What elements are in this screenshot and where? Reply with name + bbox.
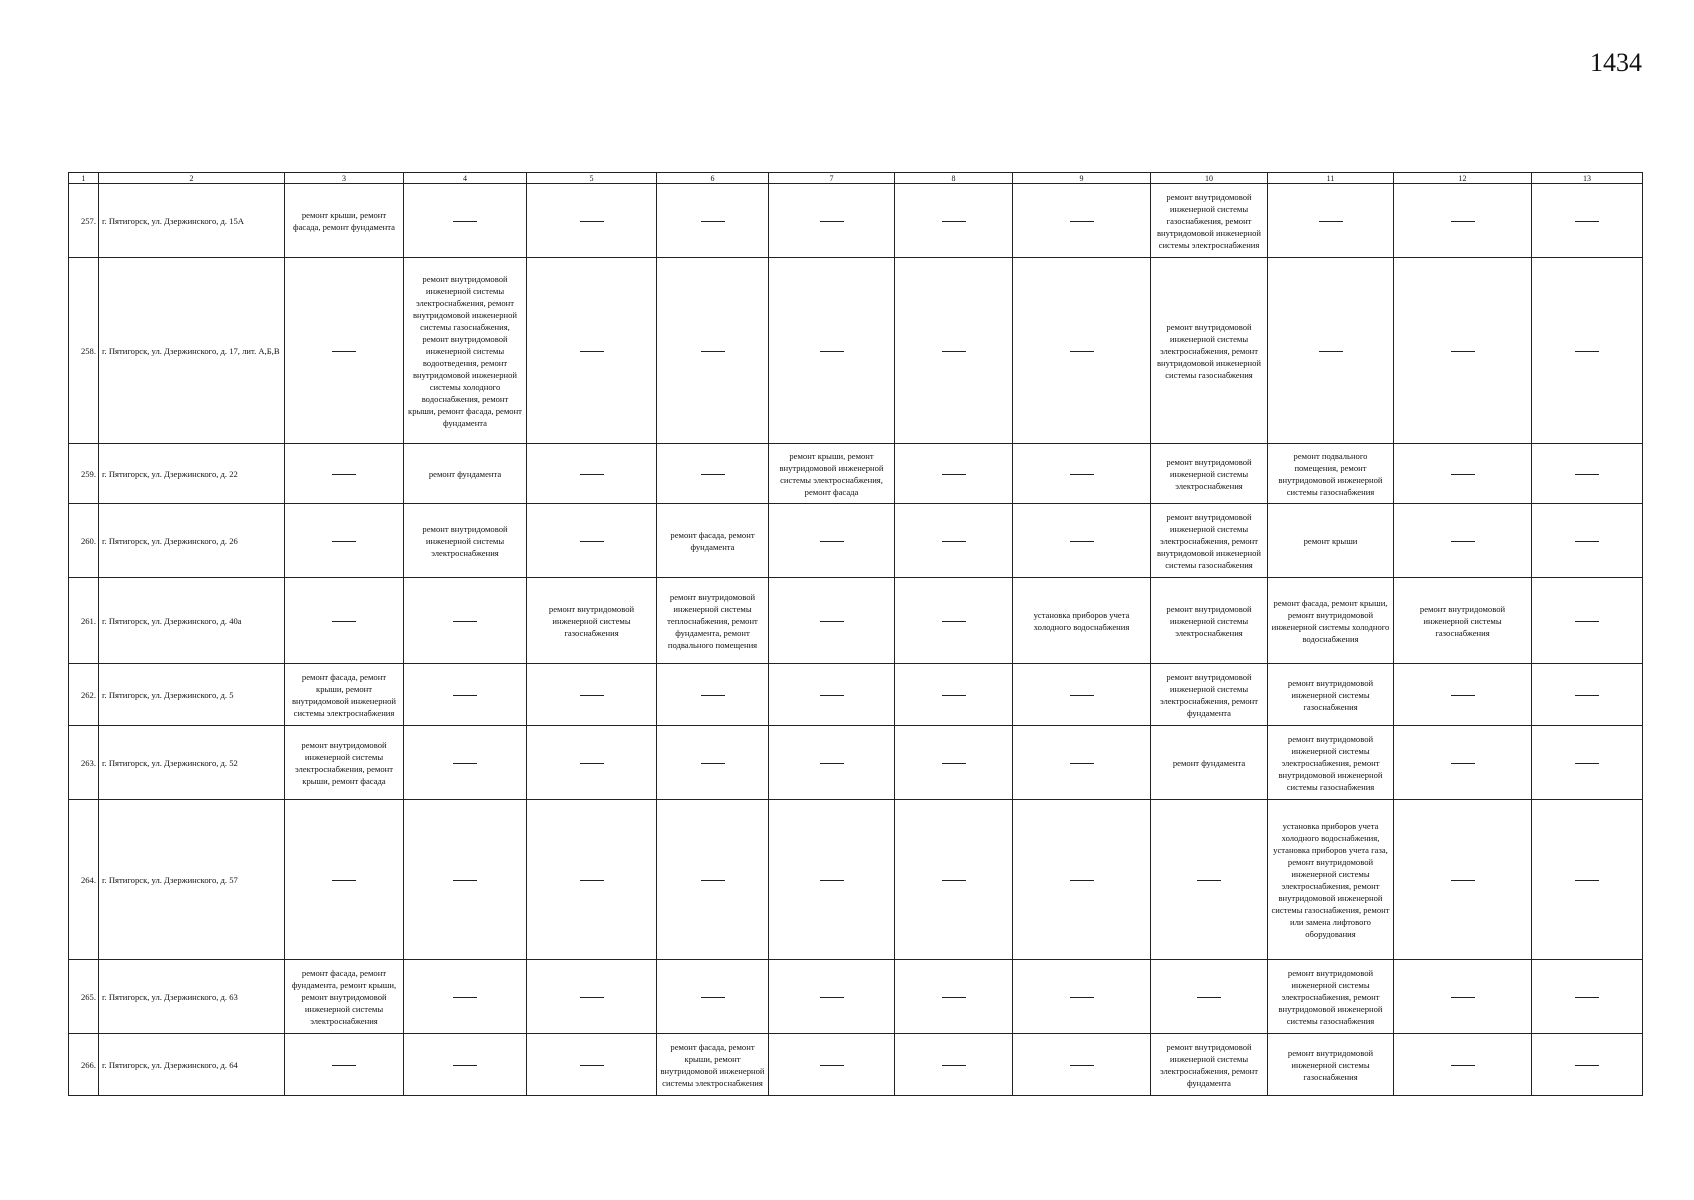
work-cell: установка приборов учета холодного водоснабжения — [1013, 578, 1151, 664]
dash-mark — [942, 474, 966, 475]
dash-mark — [1197, 880, 1221, 881]
dash-mark — [942, 695, 966, 696]
empty-dash-cell — [1394, 258, 1532, 444]
dash-mark — [453, 695, 477, 696]
dash-mark — [1575, 541, 1599, 542]
empty-dash-cell — [1532, 578, 1643, 664]
empty-dash-cell — [1532, 258, 1643, 444]
dash-mark — [1575, 1065, 1599, 1066]
empty-dash-cell — [895, 1034, 1013, 1096]
dash-mark — [1575, 474, 1599, 475]
dash-mark — [820, 880, 844, 881]
dash-mark — [1451, 474, 1475, 475]
work-cell: ремонт фундамента — [1151, 726, 1268, 800]
dash-mark — [942, 997, 966, 998]
dash-mark — [820, 351, 844, 352]
table-row — [69, 726, 1643, 800]
dash-mark — [701, 763, 725, 764]
dash-mark — [580, 221, 604, 222]
dash-mark — [453, 621, 477, 622]
column-number: 10 — [1151, 173, 1268, 184]
empty-dash-cell — [769, 1034, 895, 1096]
empty-dash-cell — [1394, 444, 1532, 504]
dash-mark — [1451, 541, 1475, 542]
dash-mark — [1197, 997, 1221, 998]
work-cell: ремонт внутридомовой инженерной системы газоснабжения — [1394, 578, 1532, 664]
empty-dash-cell — [404, 726, 527, 800]
dash-mark — [1451, 695, 1475, 696]
work-cell: ремонт фасада, ремонт фундамента, ремонт крыши, ремонт внутридомовой инженерной системы электроснабжения — [285, 960, 404, 1034]
work-cell: ремонт внутридомовой инженерной системы газоснабжения, ремонт внутридомовой инженерной системы электроснабжения — [1151, 184, 1268, 258]
empty-dash-cell — [895, 726, 1013, 800]
row-number: 257. — [69, 184, 99, 258]
dash-mark — [820, 997, 844, 998]
empty-dash-cell — [1532, 184, 1643, 258]
empty-dash-cell — [895, 504, 1013, 578]
work-cell: ремонт внутридомовой инженерной системы электроснабжения — [1151, 578, 1268, 664]
row-number: 259. — [69, 444, 99, 504]
empty-dash-cell — [1532, 960, 1643, 1034]
table-row — [69, 960, 1643, 1034]
dash-mark — [701, 221, 725, 222]
empty-dash-cell — [1394, 1034, 1532, 1096]
dash-mark — [1451, 351, 1475, 352]
empty-dash-cell — [527, 258, 657, 444]
empty-dash-cell — [895, 960, 1013, 1034]
dash-mark — [701, 880, 725, 881]
column-number: 3 — [285, 173, 404, 184]
dash-mark — [332, 880, 356, 881]
work-cell: ремонт внутридомовой инженерной системы электроснабжения, ремонт внутридомовой инженерной системы газоснабжения — [1268, 726, 1394, 800]
dash-mark — [1451, 221, 1475, 222]
work-cell: ремонт крыши, ремонт фасада, ремонт фундамента — [285, 184, 404, 258]
column-number: 1 — [69, 173, 99, 184]
dash-mark — [1319, 351, 1343, 352]
dash-mark — [820, 763, 844, 764]
empty-dash-cell — [285, 444, 404, 504]
table-row — [69, 800, 1643, 960]
empty-dash-cell — [285, 258, 404, 444]
dash-mark — [1575, 221, 1599, 222]
column-number: 9 — [1013, 173, 1151, 184]
row-number: 266. — [69, 1034, 99, 1096]
dash-mark — [1451, 997, 1475, 998]
dash-mark — [820, 1065, 844, 1066]
empty-dash-cell — [769, 960, 895, 1034]
empty-dash-cell — [1532, 726, 1643, 800]
dash-mark — [1070, 880, 1094, 881]
address-cell: г. Пятигорск, ул. Дзержинского, д. 26 — [99, 504, 285, 578]
empty-dash-cell — [1151, 800, 1268, 960]
work-cell: ремонт внутридомовой инженерной системы теплоснабжения, ремонт фундамента, ремонт подвального помещения — [657, 578, 769, 664]
empty-dash-cell — [1394, 960, 1532, 1034]
row-number: 262. — [69, 664, 99, 726]
empty-dash-cell — [657, 664, 769, 726]
empty-dash-cell — [769, 504, 895, 578]
empty-dash-cell — [527, 664, 657, 726]
empty-dash-cell — [404, 960, 527, 1034]
dash-mark — [701, 997, 725, 998]
address-cell: г. Пятигорск, ул. Дзержинского, д. 57 — [99, 800, 285, 960]
empty-dash-cell — [404, 664, 527, 726]
dash-mark — [701, 474, 725, 475]
dash-mark — [1451, 763, 1475, 764]
empty-dash-cell — [769, 726, 895, 800]
address-cell: г. Пятигорск, ул. Дзержинского, д. 64 — [99, 1034, 285, 1096]
empty-dash-cell — [285, 800, 404, 960]
empty-dash-cell — [1394, 726, 1532, 800]
empty-dash-cell — [657, 184, 769, 258]
dash-mark — [332, 351, 356, 352]
table-body — [69, 173, 1643, 1096]
empty-dash-cell — [1394, 184, 1532, 258]
empty-dash-cell — [769, 184, 895, 258]
empty-dash-cell — [657, 960, 769, 1034]
empty-dash-cell — [895, 184, 1013, 258]
empty-dash-cell — [1532, 504, 1643, 578]
dash-mark — [1451, 880, 1475, 881]
table-row — [69, 578, 1643, 664]
dash-mark — [1575, 763, 1599, 764]
empty-dash-cell — [657, 258, 769, 444]
empty-dash-cell — [527, 726, 657, 800]
empty-dash-cell — [657, 800, 769, 960]
table-row — [69, 664, 1643, 726]
empty-dash-cell — [1013, 258, 1151, 444]
column-number: 8 — [895, 173, 1013, 184]
empty-dash-cell — [769, 664, 895, 726]
page-number: 1434 — [1590, 48, 1642, 77]
empty-dash-cell — [404, 184, 527, 258]
work-cell: ремонт внутридомовой инженерной системы электроснабжения — [404, 504, 527, 578]
table-row — [69, 444, 1643, 504]
work-cell: ремонт фасада, ремонт крыши, ремонт внутридомовой инженерной системы электроснабжения — [657, 1034, 769, 1096]
dash-mark — [453, 1065, 477, 1066]
column-number: 6 — [657, 173, 769, 184]
dash-mark — [942, 621, 966, 622]
table-row — [69, 504, 1643, 578]
dash-mark — [942, 351, 966, 352]
work-cell: ремонт внутридомовой инженерной системы электроснабжения, ремонт внутридомовой инженерной системы газоснабжения — [1268, 960, 1394, 1034]
work-cell: ремонт подвального помещения, ремонт внутридомовой инженерной системы газоснабжения — [1268, 444, 1394, 504]
dash-mark — [580, 695, 604, 696]
empty-dash-cell — [285, 504, 404, 578]
empty-dash-cell — [527, 1034, 657, 1096]
dash-mark — [1070, 997, 1094, 998]
address-cell: г. Пятигорск, ул. Дзержинского, д. 22 — [99, 444, 285, 504]
dash-mark — [820, 541, 844, 542]
empty-dash-cell — [527, 184, 657, 258]
column-number: 5 — [527, 173, 657, 184]
dash-mark — [820, 221, 844, 222]
address-cell: г. Пятигорск, ул. Дзержинского, д. 17, лит. А,Б,В — [99, 258, 285, 444]
empty-dash-cell — [1394, 664, 1532, 726]
dash-mark — [820, 621, 844, 622]
dash-mark — [580, 1065, 604, 1066]
empty-dash-cell — [657, 444, 769, 504]
address-cell: г. Пятигорск, ул. Дзержинского, д. 5 — [99, 664, 285, 726]
dash-mark — [1070, 541, 1094, 542]
dash-mark — [1575, 351, 1599, 352]
column-number: 7 — [769, 173, 895, 184]
work-cell: ремонт фундамента — [404, 444, 527, 504]
work-cell: ремонт внутридомовой инженерной системы электроснабжения, ремонт внутридомовой инженерной системы газоснабжения — [1151, 504, 1268, 578]
address-cell: г. Пятигорск, ул. Дзержинского, д. 63 — [99, 960, 285, 1034]
dash-mark — [1575, 880, 1599, 881]
dash-mark — [332, 541, 356, 542]
empty-dash-cell — [527, 800, 657, 960]
dash-mark — [1070, 1065, 1094, 1066]
dash-mark — [453, 997, 477, 998]
dash-mark — [942, 763, 966, 764]
empty-dash-cell — [895, 578, 1013, 664]
empty-dash-cell — [1268, 184, 1394, 258]
empty-dash-cell — [285, 1034, 404, 1096]
empty-dash-cell — [769, 800, 895, 960]
dash-mark — [1319, 221, 1343, 222]
empty-dash-cell — [1013, 800, 1151, 960]
work-cell: ремонт внутридомовой инженерной системы газоснабжения — [527, 578, 657, 664]
empty-dash-cell — [1394, 800, 1532, 960]
dash-mark — [701, 351, 725, 352]
column-number: 12 — [1394, 173, 1532, 184]
dash-mark — [1575, 997, 1599, 998]
work-cell: ремонт внутридомовой инженерной системы газоснабжения — [1268, 664, 1394, 726]
dash-mark — [1070, 763, 1094, 764]
empty-dash-cell — [1151, 960, 1268, 1034]
dash-mark — [1575, 695, 1599, 696]
empty-dash-cell — [1013, 960, 1151, 1034]
empty-dash-cell — [769, 578, 895, 664]
empty-dash-cell — [895, 800, 1013, 960]
empty-dash-cell — [1013, 184, 1151, 258]
empty-dash-cell — [527, 444, 657, 504]
row-number: 263. — [69, 726, 99, 800]
dash-mark — [942, 541, 966, 542]
dash-mark — [942, 1065, 966, 1066]
empty-dash-cell — [1013, 664, 1151, 726]
empty-dash-cell — [1532, 664, 1643, 726]
empty-dash-cell — [1532, 800, 1643, 960]
dash-mark — [580, 541, 604, 542]
row-number: 261. — [69, 578, 99, 664]
dash-mark — [332, 1065, 356, 1066]
empty-dash-cell — [1013, 504, 1151, 578]
dash-mark — [1070, 474, 1094, 475]
empty-dash-cell — [657, 726, 769, 800]
dash-mark — [332, 621, 356, 622]
work-cell: ремонт внутридомовой инженерной системы электроснабжения, ремонт фундамента — [1151, 664, 1268, 726]
work-cell: установка приборов учета холодного водоснабжения, установка приборов учета газа, ремонт внутридомовой инженерной системы электроснабжения, ремонт внутридомовой инженерной системы газоснабжения, ремонт или замена лифтового оборудования — [1268, 800, 1394, 960]
work-cell: ремонт фасада, ремонт крыши, ремонт внутридомовой инженерной системы электроснабжения — [285, 664, 404, 726]
dash-mark — [1575, 621, 1599, 622]
dash-mark — [580, 880, 604, 881]
work-cell: ремонт внутридомовой инженерной системы электроснабжения — [1151, 444, 1268, 504]
address-cell: г. Пятигорск, ул. Дзержинского, д. 40а — [99, 578, 285, 664]
column-number: 13 — [1532, 173, 1643, 184]
dash-mark — [942, 221, 966, 222]
empty-dash-cell — [404, 578, 527, 664]
work-cell: ремонт крыши, ремонт внутридомовой инженерной системы электроснабжения, ремонт фасада — [769, 444, 895, 504]
work-cell: ремонт внутридомовой инженерной системы электроснабжения, ремонт внутридомовой инженерной системы газоснабжения — [1151, 258, 1268, 444]
dash-mark — [453, 880, 477, 881]
table-row — [69, 1034, 1643, 1096]
empty-dash-cell — [1394, 504, 1532, 578]
empty-dash-cell — [285, 578, 404, 664]
work-cell: ремонт внутридомовой инженерной системы электроснабжения, ремонт крыши, ремонт фасада — [285, 726, 404, 800]
empty-dash-cell — [527, 960, 657, 1034]
table-row — [69, 258, 1643, 444]
dash-mark — [580, 351, 604, 352]
empty-dash-cell — [404, 1034, 527, 1096]
empty-dash-cell — [404, 800, 527, 960]
work-cell: ремонт фасада, ремонт крыши, ремонт внутридомовой инженерной системы холодного водоснабжения — [1268, 578, 1394, 664]
dash-mark — [453, 763, 477, 764]
dash-mark — [580, 997, 604, 998]
column-number: 2 — [99, 173, 285, 184]
empty-dash-cell — [1532, 444, 1643, 504]
row-number: 258. — [69, 258, 99, 444]
address-cell: г. Пятигорск, ул. Дзержинского, д. 52 — [99, 726, 285, 800]
empty-dash-cell — [895, 664, 1013, 726]
dash-mark — [942, 880, 966, 881]
column-number: 4 — [404, 173, 527, 184]
row-number: 265. — [69, 960, 99, 1034]
work-cell: ремонт фасада, ремонт фундамента — [657, 504, 769, 578]
dash-mark — [453, 221, 477, 222]
dash-mark — [1070, 221, 1094, 222]
dash-mark — [1070, 695, 1094, 696]
dash-mark — [332, 474, 356, 475]
empty-dash-cell — [1013, 444, 1151, 504]
address-cell: г. Пятигорск, ул. Дзержинского, д. 15А — [99, 184, 285, 258]
empty-dash-cell — [1268, 258, 1394, 444]
dash-mark — [701, 695, 725, 696]
empty-dash-cell — [895, 258, 1013, 444]
column-number: 11 — [1268, 173, 1394, 184]
empty-dash-cell — [1013, 1034, 1151, 1096]
dash-mark — [580, 763, 604, 764]
empty-dash-cell — [527, 504, 657, 578]
empty-dash-cell — [895, 444, 1013, 504]
row-number: 260. — [69, 504, 99, 578]
dash-mark — [580, 474, 604, 475]
dash-mark — [820, 695, 844, 696]
row-number: 264. — [69, 800, 99, 960]
empty-dash-cell — [1532, 1034, 1643, 1096]
empty-dash-cell — [769, 258, 895, 444]
repair-works-table — [68, 172, 1643, 1096]
dash-mark — [1451, 1065, 1475, 1066]
dash-mark — [1070, 351, 1094, 352]
empty-dash-cell — [1013, 726, 1151, 800]
work-cell: ремонт внутридомовой инженерной системы газоснабжения — [1268, 1034, 1394, 1096]
work-cell: ремонт внутридомовой инженерной системы электроснабжения, ремонт внутридомовой инженерной системы газоснабжения, ремонт внутридомовой инженерной системы водоотведения, ремонт внутридомовой инженерной системы холодного водоснабжения, ремонт крыши, ремонт фасада, ремонт фундамента — [404, 258, 527, 444]
table-row — [69, 184, 1643, 258]
work-cell: ремонт крыши — [1268, 504, 1394, 578]
work-cell: ремонт внутридомовой инженерной системы электроснабжения, ремонт фундамента — [1151, 1034, 1268, 1096]
column-number-row — [69, 173, 1643, 184]
